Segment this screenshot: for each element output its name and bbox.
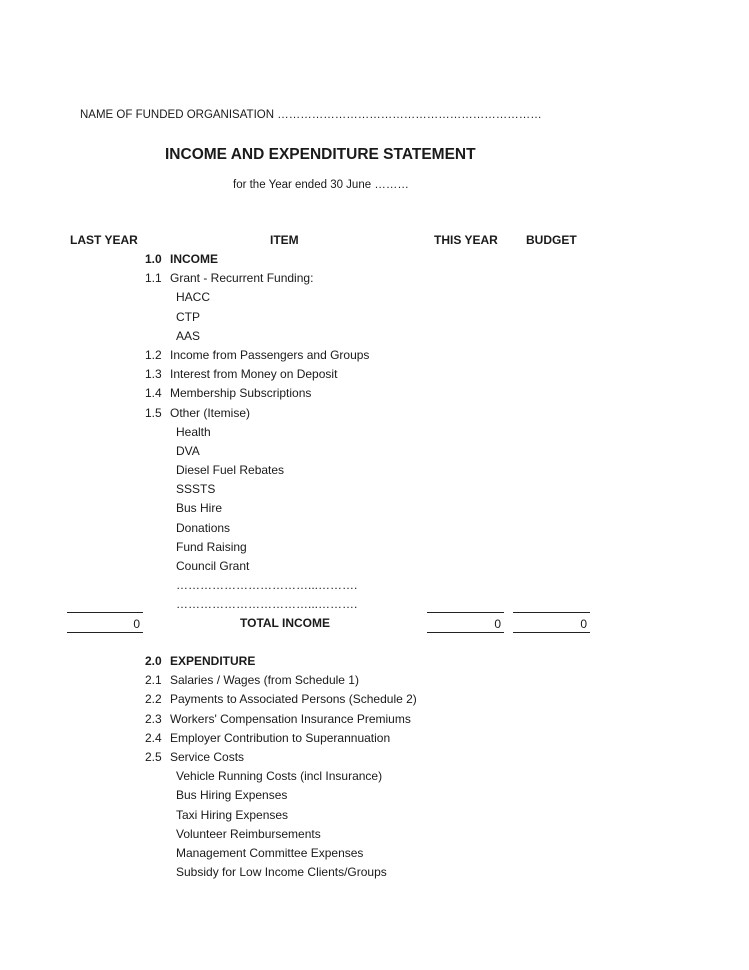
total-this-year-value: 0 <box>494 617 501 631</box>
income-row <box>0 463 749 482</box>
income-row <box>0 444 749 463</box>
item-label: Fund Raising <box>176 539 247 554</box>
item-label: Workers' Compensation Insurance Premiums <box>170 711 411 726</box>
item-label: Employer Contribution to Superannuation <box>170 730 391 745</box>
rule-this-year-bottom <box>427 632 504 633</box>
income-row <box>0 348 749 367</box>
item-label: CTP <box>176 309 200 324</box>
expenditure-row <box>0 788 749 807</box>
item-label: Bus Hiring Expenses <box>176 788 288 803</box>
expenditure-row <box>0 865 749 884</box>
item-label: Council Grant <box>176 559 250 573</box>
expenditure-section-heading <box>0 654 749 673</box>
section-number: 1.0 <box>145 252 162 266</box>
expenditure-row <box>0 712 749 731</box>
income-row <box>0 521 749 540</box>
expenditure-row <box>0 769 749 788</box>
section-label: INCOME <box>170 252 218 266</box>
income-row <box>0 329 749 348</box>
section-label: EXPENDITURE <box>170 654 256 668</box>
item-number: 1.3 <box>145 367 162 382</box>
item-label: DVA <box>176 443 200 458</box>
income-section <box>0 252 749 617</box>
section-number: 2.0 <box>145 654 162 668</box>
rule-budget-bottom <box>513 632 590 633</box>
expenditure-row <box>0 673 749 692</box>
rule-last-year-bottom <box>67 632 143 633</box>
item-label: Vehicle Running Costs (incl Insurance) <box>176 769 383 784</box>
item-number: 1.2 <box>145 347 162 362</box>
item-label: AAS <box>176 328 201 343</box>
item-label: Payments to Associated Persons (Schedule 2) <box>170 692 417 707</box>
income-row <box>0 271 749 290</box>
expenditure-row <box>0 731 749 750</box>
column-header-last-year: LAST YEAR <box>70 233 138 247</box>
item-label: Bus Hire <box>176 501 223 516</box>
item-label: Volunteer Reimbursements <box>176 826 321 841</box>
item-number: 2.3 <box>145 711 162 726</box>
column-header-budget: BUDGET <box>526 233 577 247</box>
item-number: 2.2 <box>145 692 162 707</box>
income-section-heading <box>0 252 749 271</box>
income-row <box>0 559 749 578</box>
income-row <box>0 425 749 444</box>
item-number: 1.1 <box>145 271 162 286</box>
item-label: ……………………………...………. <box>176 578 358 593</box>
item-number: 2.1 <box>145 673 162 688</box>
item-number: 2.5 <box>145 749 162 764</box>
income-row <box>0 406 749 425</box>
total-last-year-value: 0 <box>133 617 140 631</box>
item-label: Diesel Fuel Rebates <box>176 463 285 478</box>
item-label: Donations <box>176 520 231 535</box>
expenditure-row <box>0 750 749 769</box>
page-subtitle: for the Year ended 30 June ……… <box>233 179 409 191</box>
expenditure-row <box>0 808 749 827</box>
income-row <box>0 501 749 520</box>
rule-this-year-top <box>427 612 504 613</box>
item-label: Income from Passengers and Groups <box>170 347 370 362</box>
item-label: Service Costs <box>170 749 245 764</box>
column-header-item: ITEM <box>270 233 299 247</box>
item-number: 2.4 <box>145 730 162 745</box>
item-number: 1.4 <box>145 386 162 401</box>
organisation-name-line: NAME OF FUNDED ORGANISATION …………………………………………………………… <box>80 109 542 121</box>
item-label: Subsidy for Low Income Clients/Groups <box>176 865 387 880</box>
income-row <box>0 367 749 386</box>
item-label: Salaries / Wages (from Schedule 1) <box>170 673 359 688</box>
expenditure-row <box>0 846 749 865</box>
income-row <box>0 482 749 501</box>
expenditure-section <box>0 654 749 884</box>
total-income-row <box>0 612 749 634</box>
item-label: Health <box>176 424 211 439</box>
rule-budget-top <box>513 612 590 613</box>
item-label: HACC <box>176 290 211 305</box>
item-label: Interest from Money on Deposit <box>170 367 338 382</box>
rule-last-year-top <box>67 612 143 613</box>
page-title: INCOME AND EXPENDITURE STATEMENT <box>165 146 476 163</box>
income-row <box>0 290 749 309</box>
item-label: Other (Itemise) <box>170 405 251 420</box>
total-budget-value: 0 <box>580 617 587 631</box>
item-label: Management Committee Expenses <box>176 845 364 860</box>
income-row <box>0 540 749 559</box>
item-label: ……………………………...………. <box>176 597 358 612</box>
item-label: Membership Subscriptions <box>170 386 312 401</box>
income-row <box>0 386 749 405</box>
income-row <box>0 578 749 597</box>
item-label: Grant - Recurrent Funding: <box>170 271 314 286</box>
expenditure-row <box>0 692 749 711</box>
item-number: 1.5 <box>145 405 162 420</box>
total-income-label: TOTAL INCOME <box>240 616 330 630</box>
income-row <box>0 310 749 329</box>
column-header-this-year: THIS YEAR <box>434 233 498 247</box>
item-label: SSSTS <box>176 482 216 497</box>
item-label: Taxi Hiring Expenses <box>176 807 289 822</box>
expenditure-row <box>0 827 749 846</box>
